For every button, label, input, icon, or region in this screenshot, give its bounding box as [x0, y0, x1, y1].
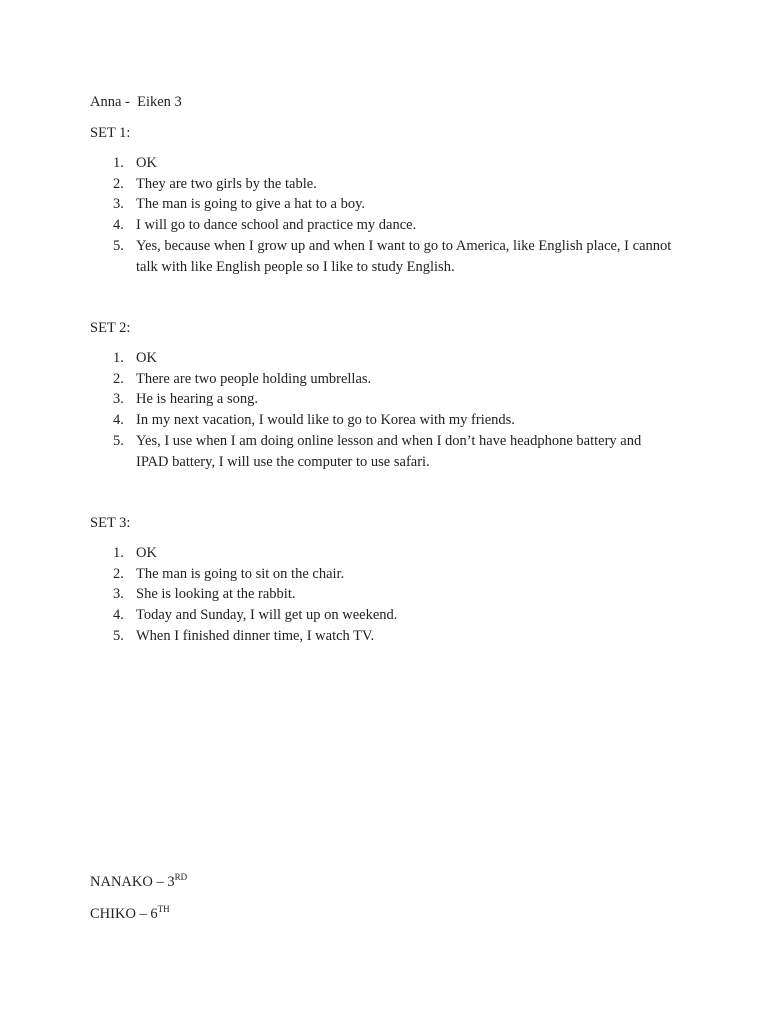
ranking-suffix: RD — [174, 872, 188, 883]
answer-item — [0, 626, 768, 647]
answer-text: In my next vacation, I would like to go to Korea with my friends. — [136, 412, 515, 429]
item-number: 2. — [113, 175, 124, 192]
answer-text: I will go to dance school and practice my dance. — [136, 217, 417, 234]
answer-item — [0, 564, 768, 585]
answer-text: They are two girls by the table. — [136, 175, 317, 192]
item-number: 3. — [113, 586, 124, 603]
ranking-name: NANAKO – 3 — [90, 874, 175, 890]
answer-item — [0, 389, 768, 410]
answer-text: Yes, I use when I am doing online lesson and when I don’t have headphone battery and IPAD battery, I will use the computer to use safari. — [136, 432, 642, 470]
item-number: 5. — [113, 627, 124, 644]
answer-text: Today and Sunday, I will get up on weekend. — [136, 607, 398, 624]
item-number: 2. — [113, 565, 124, 582]
set-2-heading: SET 2: — [90, 320, 131, 336]
answer-text: OK — [136, 350, 157, 366]
answer-text: The man is going to sit on the chair. — [136, 565, 345, 582]
item-number: 1. — [113, 350, 124, 366]
ranking-chiko — [90, 906, 170, 923]
answer-item — [0, 369, 768, 390]
item-number: 4. — [113, 217, 124, 234]
document-title: Anna - Eiken 3 — [90, 94, 182, 110]
item-number: 3. — [113, 196, 124, 213]
answer-text: There are two people holding umbrellas. — [136, 370, 372, 387]
item-number: 3. — [113, 391, 124, 408]
answer-text: When I finished dinner time, I watch TV. — [136, 627, 375, 644]
set-2-answer-list — [0, 348, 768, 472]
ranking-name: CHIKO – 6 — [90, 906, 158, 922]
answer-item — [0, 215, 768, 236]
answer-item — [0, 605, 768, 626]
answer-item — [0, 410, 768, 431]
answer-item — [0, 584, 768, 605]
item-number: 2. — [113, 370, 124, 387]
answer-item — [0, 236, 768, 277]
answer-item — [0, 348, 768, 369]
item-number: 4. — [113, 607, 124, 624]
item-number: 4. — [113, 412, 124, 429]
item-number: 5. — [113, 432, 124, 449]
answer-item — [0, 543, 768, 564]
answer-item — [0, 431, 768, 472]
item-number: 1. — [113, 155, 124, 171]
set-3-answer-list — [0, 543, 768, 647]
answer-text: He is hearing a song. — [136, 391, 259, 408]
answer-item — [0, 194, 768, 215]
set-1-answer-list — [0, 153, 768, 277]
answer-item — [0, 174, 768, 195]
set-3-heading: SET 3: — [90, 515, 131, 531]
answer-text: The man is going to give a hat to a boy. — [136, 196, 365, 213]
answer-text: OK — [136, 155, 157, 171]
answer-text: OK — [136, 545, 157, 561]
ranking-nanako — [90, 874, 187, 891]
answer-text: Yes, because when I grow up and when I want to go to America, like English place, I cannot talk with like English people so I like to study English. — [136, 237, 672, 275]
answer-item — [0, 153, 768, 174]
item-number: 1. — [113, 545, 124, 561]
set-1-heading: SET 1: — [90, 125, 131, 141]
answer-text: She is looking at the rabbit. — [136, 586, 296, 603]
item-number: 5. — [113, 237, 124, 254]
ranking-suffix: TH — [157, 904, 170, 915]
